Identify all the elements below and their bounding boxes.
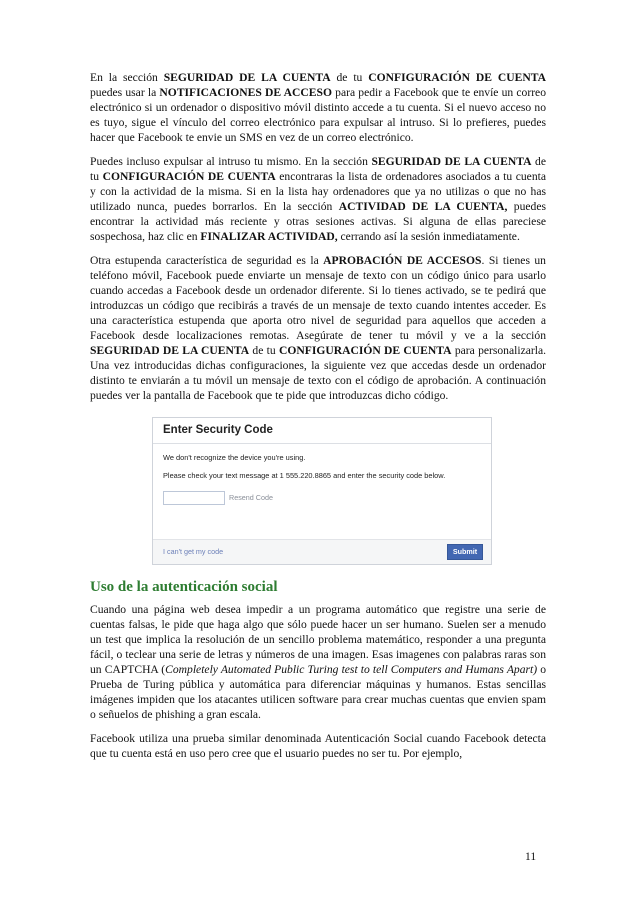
page-number: 11 — [525, 851, 537, 863]
italic-term: Completely Automated Public Turing test to tell Computers and Humans Apart) — [165, 663, 538, 676]
bold-term: SEGURIDAD DE LA CUENTA — [371, 155, 532, 168]
bold-term: NOTIFICACIONES DE ACCESO — [159, 86, 332, 99]
text-run: cerrando así la sesión inmediatamente. — [337, 230, 520, 243]
bold-term: SEGURIDAD DE LA CUENTA — [163, 71, 331, 84]
paragraph-social-auth — [90, 731, 546, 761]
security-code-input[interactable] — [163, 491, 225, 505]
page-body — [90, 70, 546, 770]
bold-term: FINALIZAR ACTIVIDAD, — [200, 230, 338, 243]
resend-code-link[interactable]: Resend Code — [229, 493, 273, 502]
bold-term: CONFIGURACIÓN DE CUENTA — [102, 170, 276, 183]
text-run: de tu — [330, 71, 369, 84]
bold-term: SEGURIDAD DE LA CUENTA — [90, 344, 250, 357]
text-run: para personalizarla. Una vez introducidas dichas configuraciones, la siguiente vez que accedas desde un ordenador distinto te enviarán a tu móvil un mensaje de texto con el código de aprobación. A continuación puedes ver la pantalla de Facebook que te pide que introduzcas dicho código. — [90, 344, 546, 402]
paragraph-access-notifications — [90, 70, 546, 145]
text-run: encontraras la lista de ordenadores asociados a tu cuenta y con la actividad de la misma. Si en la lista hay ordenadores que ya no utilizas o que no has utilizado nunca, puedes borrarlos. En la sección — [90, 170, 546, 213]
text-run: En la sección — [90, 71, 164, 84]
screenshot-message-2: Please check your text message at 1 555.220.8865 and enter the security code below. — [163, 471, 446, 480]
text-run: para pedir a Facebook que te envíe un correo electrónico si un ordenador o dispositivo móvil distinto accede a tu cuenta. Si el nuevo acceso no es tuyo, sigue el vínculo del correo electrónico para expulsar al intruso. Si lo prefieres, puedes hacer que Facebook te envie un SMS en vez de un correo electrónico. — [90, 86, 547, 144]
bold-term: APROBACIÓN DE ACCESOS — [323, 254, 482, 267]
text-run: puedes encontrar la actividad más reciente y otras sesiones activas. Si alguna de ellas pareciese sospechosa, haz clic en — [90, 200, 546, 243]
security-code-screenshot — [152, 417, 492, 565]
bold-term: CONFIGURACIÓN DE CUENTA — [368, 71, 546, 84]
text-run: . Si tienes un teléfono móvil, Facebook puede enviarte un mensaje de texto con un código único para usarlo cuando accedas a Facebook desde un ordenador diferente. Si lo tienes activado, se te pedirá que introduzcas un código que recibirás a través de un mensaje de texto cuando intentes acceder. Es una característica estupenda que aporta otro nivel de seguridad para aquellos que acceden a Facebook desde localizaciones remotas. Asegúrate de tener tu móvil y ve a la sección — [90, 254, 546, 342]
section-heading: Uso de la autenticación social — [90, 579, 278, 595]
screenshot-footer — [153, 539, 491, 564]
bold-term: CONFIGURACIÓN DE CUENTA — [278, 344, 452, 357]
text-run: de tu — [249, 344, 279, 357]
paragraph-expel-intruder — [90, 154, 546, 244]
submit-button[interactable]: Submit — [447, 544, 483, 560]
text-run: Cuando una página web desea impedir a un programa automático que registre una serie de cuentas falsas, le pide que haga algo que sólo puede hacer un ser humano. Suelen ser a menudo un test que implica la resolución de un sencillo problema matemático, responder a una pregunta fácil, o teclear una serie de letras y números de una imagen. Esas imagenes con palabras raras son un CAPTCHA ( — [90, 603, 546, 676]
text-run: Otra estupenda característica de seguridad es la — [90, 254, 324, 267]
text-run: Puedes incluso expulsar al intruso tu mismo. En la sección — [90, 155, 372, 168]
paragraph-captcha — [90, 602, 546, 722]
text-run: Facebook utiliza una prueba similar denominada Autenticación Social cuando Facebook detecta que tu cuenta está en uso pero cree que el usuario puedes no ser tu. Por ejemplo, — [90, 732, 546, 760]
bold-term: ACTIVIDAD DE LA CUENTA, — [338, 200, 508, 213]
text-run: puedes usar la — [90, 86, 160, 99]
text-run: o Prueba de Turing pública y automática para diferenciar máquinas y humanos. Estas sencillas imágenes impiden que los atacantes utilicen software para crear muchas cuentas que envien spam o señuelos de phishing a gran escala. — [90, 663, 546, 721]
text-run: de tu — [90, 155, 546, 183]
screenshot-title: Enter Security Code — [153, 418, 491, 444]
paragraph-login-approvals — [90, 253, 546, 403]
screenshot-message-1: We don't recognize the device you're using. — [163, 453, 306, 462]
cant-get-code-link[interactable]: I can't get my code — [163, 547, 224, 556]
